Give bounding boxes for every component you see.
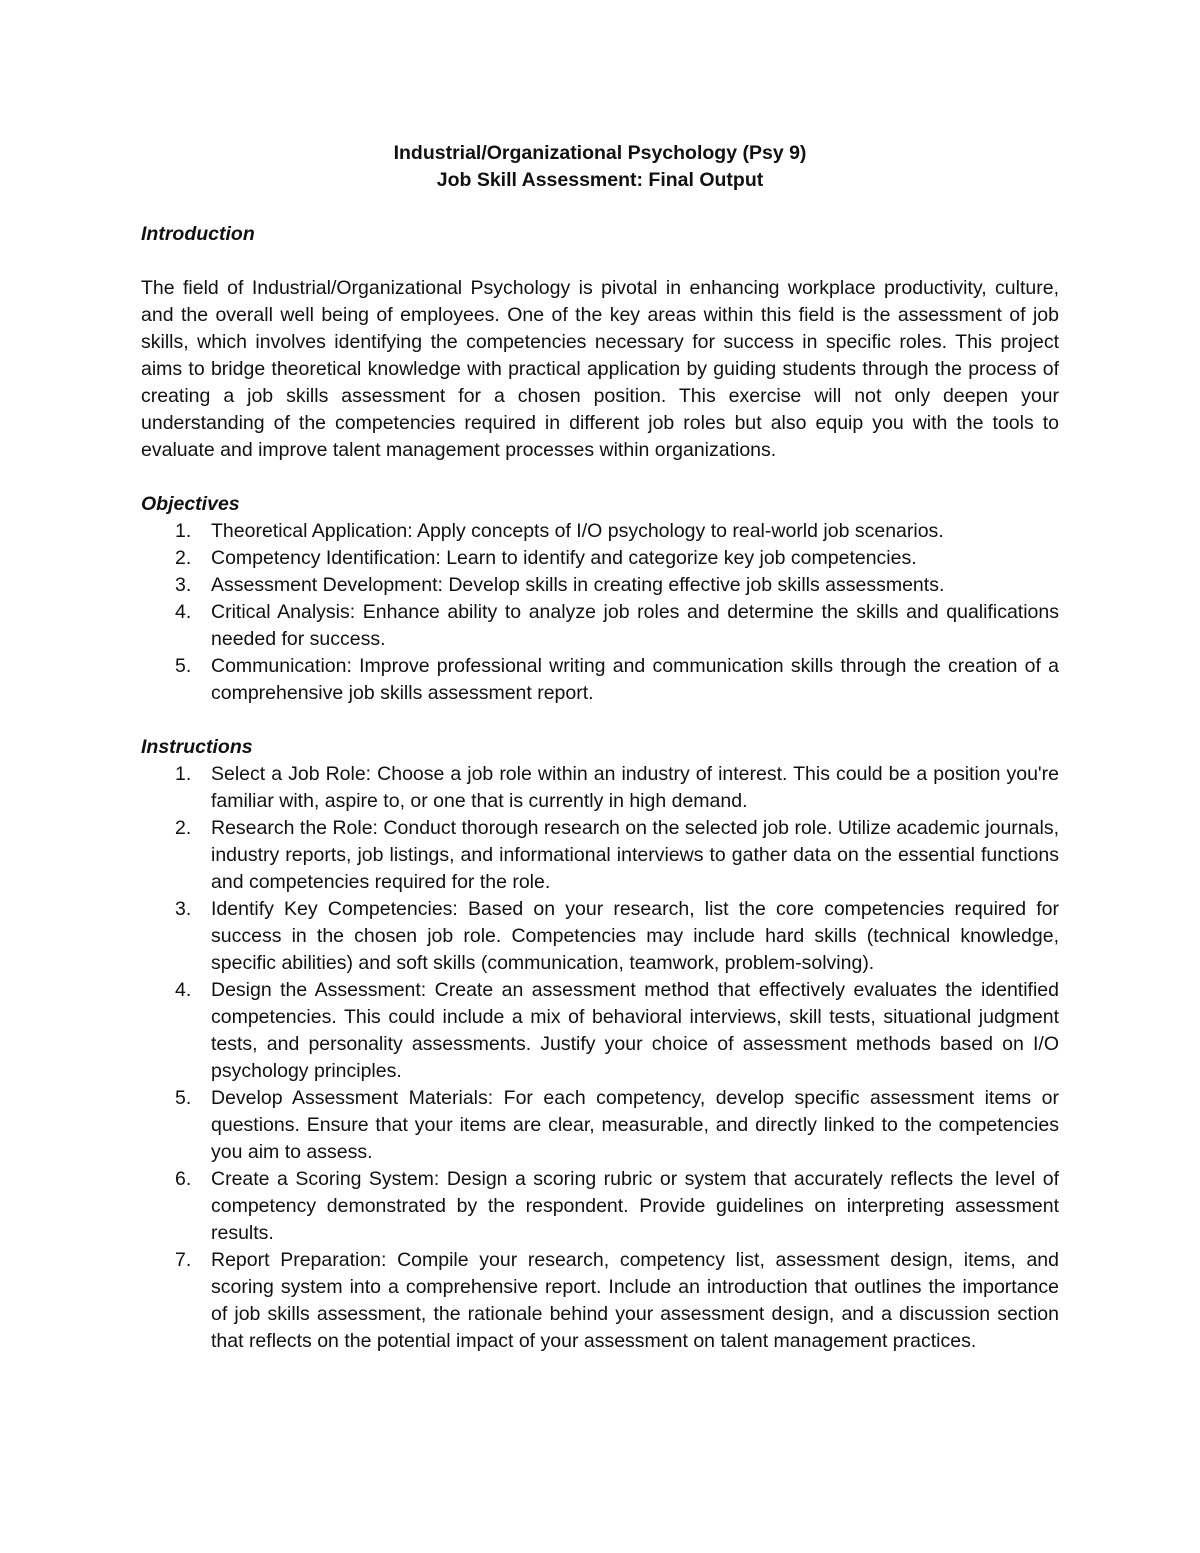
instruction-number: 6. <box>175 1168 192 1190</box>
instruction-number: 5. <box>175 1087 192 1109</box>
objective-number: 1. <box>175 520 192 542</box>
instruction-item <box>141 815 1059 896</box>
objective-number: 4. <box>175 601 192 623</box>
instruction-number: 3. <box>175 898 192 920</box>
instructions-heading: Instructions <box>141 736 253 758</box>
instruction-item <box>141 977 1059 1085</box>
instruction-item <box>141 1085 1059 1166</box>
instruction-item <box>141 896 1059 977</box>
objective-text: Theoretical Application: Apply concepts of I/O psychology to real-world job scenarios. <box>211 520 944 542</box>
document-title: Industrial/Organizational Psychology (Psy 9) <box>393 142 807 164</box>
objective-number: 3. <box>175 574 192 596</box>
objective-item <box>141 653 1059 707</box>
objective-text: Competency Identification: Learn to identify and categorize key job competencies. <box>211 547 917 569</box>
objectives-list <box>141 518 1059 707</box>
instruction-text: Create a Scoring System: Design a scoring rubric or system that accurately reflects the level of competency demonstrated by the respondent. Provide guidelines on interpreting assessment results. <box>211 1168 1059 1244</box>
instruction-number: 2. <box>175 817 192 839</box>
instruction-item <box>141 1247 1059 1355</box>
objective-number: 5. <box>175 655 192 677</box>
instruction-text: Identify Key Competencies: Based on your research, list the core competencies required for success in the chosen job role. Competencies may include hard skills (technical knowledge, specific abilities) and soft skills (communication, teamwork, problem-solving). <box>211 898 1059 974</box>
document-page <box>141 140 1059 1382</box>
objective-item <box>141 572 1059 599</box>
objective-item <box>141 518 1059 545</box>
objective-item <box>141 599 1059 653</box>
instruction-text: Design the Assessment: Create an assessment method that effectively evaluates the identified competencies. This could include a mix of behavioral interviews, skill tests, situational judgment tests, and personality assessments. Justify your choice of assessment methods based on I/O psychology principles. <box>211 979 1059 1082</box>
instruction-text: Select a Job Role: Choose a job role within an industry of interest. This could be a position you're familiar with, aspire to, or one that is currently in high demand. <box>211 763 1059 812</box>
instruction-text: Develop Assessment Materials: For each competency, develop specific assessment items or questions. Ensure that your items are clear, measurable, and directly linked to the competencies you aim to assess. <box>211 1087 1059 1163</box>
instruction-number: 7. <box>175 1249 192 1271</box>
instruction-item <box>141 1166 1059 1247</box>
objective-text: Communication: Improve professional writing and communication skills through the creation of a comprehensive job skills assessment report. <box>211 655 1059 704</box>
instruction-text: Report Preparation: Compile your research, competency list, assessment design, items, and scoring system into a comprehensive report. Include an introduction that outlines the importance of job skills assessment, the rationale behind your assessment design, and a discussion section that reflects on the potential impact of your assessment on talent management practices. <box>211 1249 1059 1352</box>
introduction-paragraph: The field of Industrial/Organizational Psychology is pivotal in enhancing workplace productivity, culture, and the overall well being of employees. One of the key areas within this field is the assessment of job skills, which involves identifying the competencies necessary for success in specific roles. This project aims to bridge theoretical knowledge with practical application by guiding students through the process of creating a job skills assessment for a chosen position. This exercise will not only deepen your understanding of the competencies required in different job roles but also equip you with the tools to evaluate and improve talent management processes within organizations. <box>141 277 1059 461</box>
objective-item <box>141 545 1059 572</box>
instruction-text: Research the Role: Conduct thorough research on the selected job role. Utilize academic journals, industry reports, job listings, and informational interviews to gather data on the essential functions and competencies required for the role. <box>211 817 1059 893</box>
objectives-heading: Objectives <box>141 493 240 515</box>
title-block <box>141 140 1059 194</box>
instruction-number: 1. <box>175 763 192 785</box>
instruction-number: 4. <box>175 979 192 1001</box>
instructions-list <box>141 761 1059 1355</box>
document-subtitle: Job Skill Assessment: Final Output <box>436 169 764 191</box>
objective-number: 2. <box>175 547 192 569</box>
objective-text: Critical Analysis: Enhance ability to analyze job roles and determine the skills and qualifications needed for success. <box>211 601 1059 650</box>
objective-text: Assessment Development: Develop skills in creating effective job skills assessments. <box>211 574 945 596</box>
instruction-item <box>141 761 1059 815</box>
introduction-heading: Introduction <box>141 223 255 245</box>
